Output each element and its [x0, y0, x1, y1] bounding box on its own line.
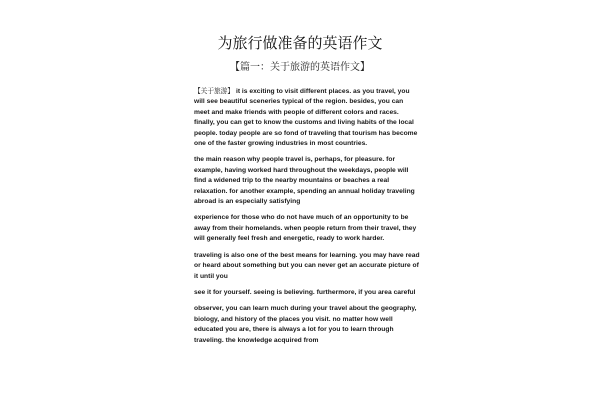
paragraph-6 [194, 304, 420, 346]
paragraph-text: experience for those who do not have much of an opportunity to be away from their homelands. when people return from their travel, they will generally feel fresh and energetic, ready to work harder. [194, 214, 417, 243]
paragraph-text: the main reason why people travel is, perhaps, for pleasure. for example, having worked hard throughout the weekdays, people will find a widened trip to the nearby mountains or beaches a real relaxation. for another example, spending an annual holiday traveling abroad is an especially satisfying [194, 156, 415, 206]
paragraph-1 [194, 86, 420, 149]
document-body [194, 86, 420, 352]
paragraph-3 [194, 213, 420, 244]
paragraph-text: it is exciting to visit different places. as you travel, you will see beautiful sceneries typical of the region. besides, you can meet and make friends with people of different colors and races. finally, you can get to know the customs and living habits of the local people. today people are so fond of traveling that tourism has become one of the faster growing industries in most countries. [194, 88, 418, 148]
section-tag: 【关于旅游】 [194, 87, 235, 95]
paragraph-text: traveling is also one of the best means for learning. you may have read or heard about something but you can never get an accurate picture of it until you [194, 251, 420, 280]
document-subtitle: 【篇一：关于旅游的英语作文】 [230, 62, 370, 73]
paragraph-text: see it for yourself. seeing is believing. furthermore, if you area careful [194, 288, 416, 296]
paragraph-5 [194, 288, 420, 298]
paragraph-text: observer, you can learn much during your travel about the geography, biology, and history of the places you visit. no matter how well educated you are, there is always a lot for you to learn through traveling. the knowledge acquired from [194, 305, 417, 344]
document-title: 为旅行做准备的英语作文 [217, 34, 383, 52]
paragraph-2 [194, 155, 420, 207]
paragraph-4 [194, 251, 420, 282]
